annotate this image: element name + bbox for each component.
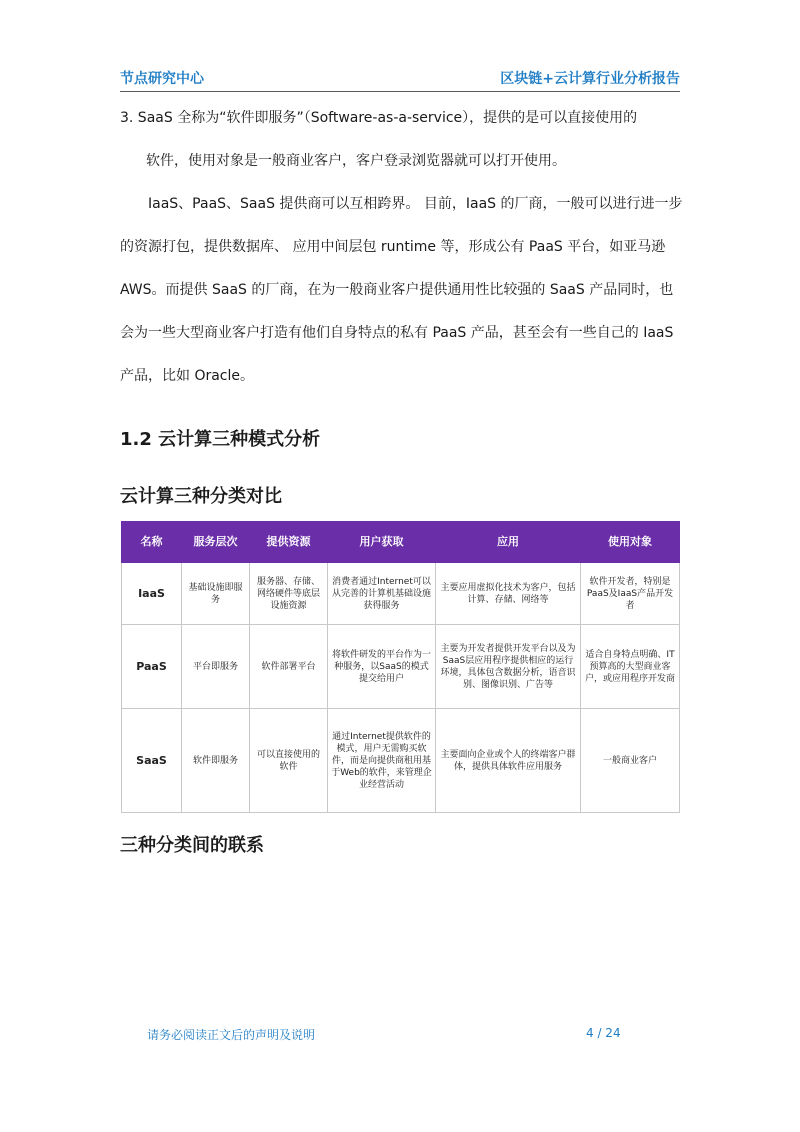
cell: 适合自身特点明确、IT预算高的大型商业客户，或应用程序开发商 [581, 625, 680, 709]
cell: 消费者通过Internet可以从完善的计算机基础设施获得服务 [328, 563, 436, 625]
col-user-access: 用户获取 [328, 522, 436, 563]
cell-name: PaaS [122, 625, 182, 709]
header-left: 节点研究中心 [120, 71, 204, 87]
table-row [122, 709, 680, 813]
page-number: 4 / 24 [586, 1026, 621, 1040]
table-title: 云计算三种分类对比 [120, 486, 282, 507]
cell: 主要应用虚拟化技术为客户，包括计算、存储、网络等 [436, 563, 581, 625]
header-rule [120, 91, 680, 92]
para-2: 软件，使用对象是一般商业客户，客户登录浏览器就可以打开使用。 [146, 153, 566, 169]
cell: 可以直接使用的软件 [250, 709, 328, 813]
table-row [122, 563, 680, 625]
cell-name: SaaS [122, 709, 182, 813]
cell: 通过Internet提供软件的模式，用户无需购买软件，而是向提供商租用基于Web的软件，来管理企业经营活动 [328, 709, 436, 813]
col-application: 应用 [436, 522, 581, 563]
cell: 软件即服务 [182, 709, 250, 813]
cell-name: IaaS [122, 563, 182, 625]
section-heading: 1.2 云计算三种模式分析 [120, 429, 321, 450]
para-3: IaaS、PaaS、SaaS 提供商可以互相跨界。 目前，IaaS 的厂商，一般可以进行进一步的资源打包，提供数据库、 应用中间层包 runtime 等，形成公有 PaaS 平台，如亚马逊 AWS。而提供 SaaS 的厂商，在为一般商业客户提供通用性比较强的 SaaS 产品同时，也会为一些大型商业客户打造有他们自身特点的私有 PaaS 产品，甚至会有一些自己的 IaaS 产品，比如 Oracle。 [120, 196, 683, 384]
para-1: 3. SaaS 全称为“软件即服务”（Software-as-a-service），提供的是可以直接使用的 [120, 110, 638, 126]
footer-notice: 请务必阅读正文后的声明及说明 [147, 1028, 316, 1042]
col-service-layer: 服务层次 [182, 522, 250, 563]
cell: 软件部署平台 [250, 625, 328, 709]
cell: 一般商业客户 [581, 709, 680, 813]
col-users: 使用对象 [581, 522, 680, 563]
col-resources: 提供资源 [250, 522, 328, 563]
col-name: 名称 [122, 522, 182, 563]
table-header-row [122, 522, 680, 563]
cell: 基础设施即服务 [182, 563, 250, 625]
header-right: 区块链+云计算行业分析报告 [500, 71, 680, 87]
cell: 软件开发者，特别是PaaS及IaaS产品开发者 [581, 563, 680, 625]
cell: 服务器、存储、网络硬件等底层设施资源 [250, 563, 328, 625]
cell: 将软件研发的平台作为一种服务，以SaaS的模式提交给用户 [328, 625, 436, 709]
cell: 主要面向企业或个人的终端客户群体，提供具体软件应用服务 [436, 709, 581, 813]
cell: 主要为开发者提供开发平台以及为SaaS层应用程序提供相应的运行环境，具体包含数据分析，语音识别、图像识别、广告等 [436, 625, 581, 709]
comparison-table [121, 521, 680, 813]
relation-heading: 三种分类间的联系 [120, 835, 264, 856]
table-row [122, 625, 680, 709]
cell: 平台即服务 [182, 625, 250, 709]
